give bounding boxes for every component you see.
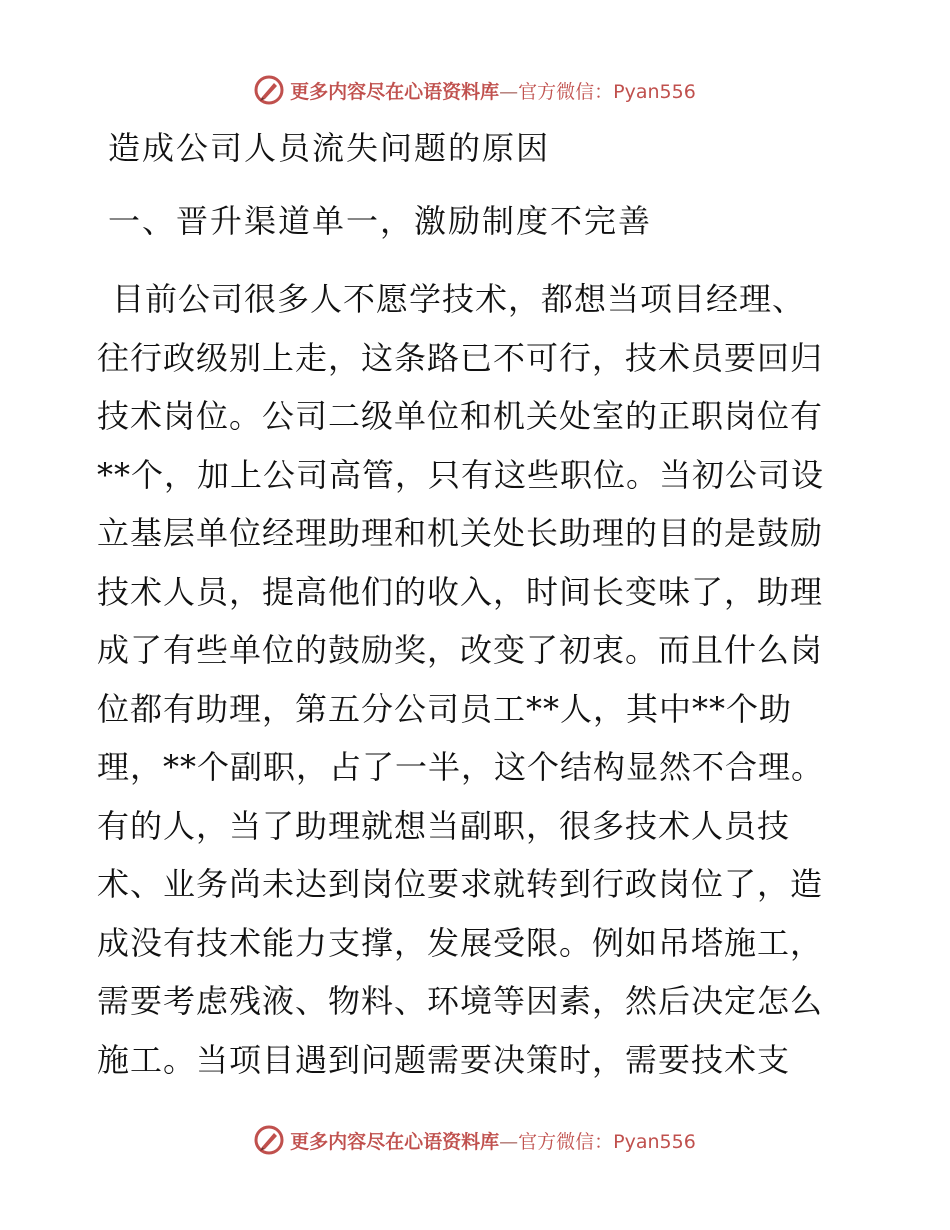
paragraph-line: 目前公司很多人不愿学技术，都想当项目经理、 xyxy=(112,280,806,318)
section-heading: 一、晋升渠道单一，激励制度不完善 xyxy=(108,202,653,240)
body-paragraph xyxy=(97,270,857,1089)
paragraph-line: 需要考虑残液、物料、环境等因素，然后决定怎么 xyxy=(97,982,824,1020)
paragraph-line: 术、业务尚未达到岗位要求就转到行政岗位了，造 xyxy=(97,865,824,903)
header-watermark xyxy=(0,70,950,110)
watermark-text xyxy=(290,77,696,104)
quill-pen-logo-icon xyxy=(254,75,284,105)
paragraph-line: 技术岗位。公司二级单位和机关处室的正职岗位有 xyxy=(97,397,824,435)
watermark-contact: 官方微信：Pyan556 xyxy=(518,80,696,103)
paragraph-line: 理，**个副职，占了一半，这个结构显然不合理。 xyxy=(97,748,825,786)
watermark-contact: 官方微信：Pyan556 xyxy=(518,1130,696,1153)
paragraph-line: 位都有助理，第五分公司员工**人，其中**个助 xyxy=(97,689,793,728)
paragraph-line: 有的人，当了助理就想当副职，很多技术人员技 xyxy=(97,806,791,845)
paragraph-line: **个，加上公司高管，只有这些职位。当初公司设 xyxy=(97,455,825,494)
watermark-separator: — xyxy=(499,80,519,103)
watermark-separator: — xyxy=(499,1130,519,1153)
paragraph-line: 立基层单位经理助理和机关处长助理的目的是鼓励 xyxy=(97,514,824,552)
watermark-brand: 更多内容尽在心语资料库 xyxy=(290,1130,500,1153)
paragraph-line: 往行政级别上走，这条路已不可行，技术员要回归 xyxy=(97,338,824,377)
footer-watermark xyxy=(0,1120,950,1160)
paragraph-line: 技术人员，提高他们的收入，时间长变味了，助理 xyxy=(97,572,824,611)
quill-pen-logo-icon xyxy=(254,1125,284,1155)
paragraph-line: 成了有些单位的鼓励奖，改变了初衷。而且什么岗 xyxy=(97,631,824,669)
watermark-text xyxy=(290,1127,696,1154)
paragraph-line: 施工。当项目遇到问题需要决策时，需要技术支 xyxy=(97,1040,791,1079)
document-title: 造成公司人员流失问题的原因 xyxy=(108,129,551,167)
paragraph-line: 成没有技术能力支撑，发展受限。例如吊塔施工， xyxy=(97,923,824,962)
watermark-brand: 更多内容尽在心语资料库 xyxy=(290,80,500,103)
